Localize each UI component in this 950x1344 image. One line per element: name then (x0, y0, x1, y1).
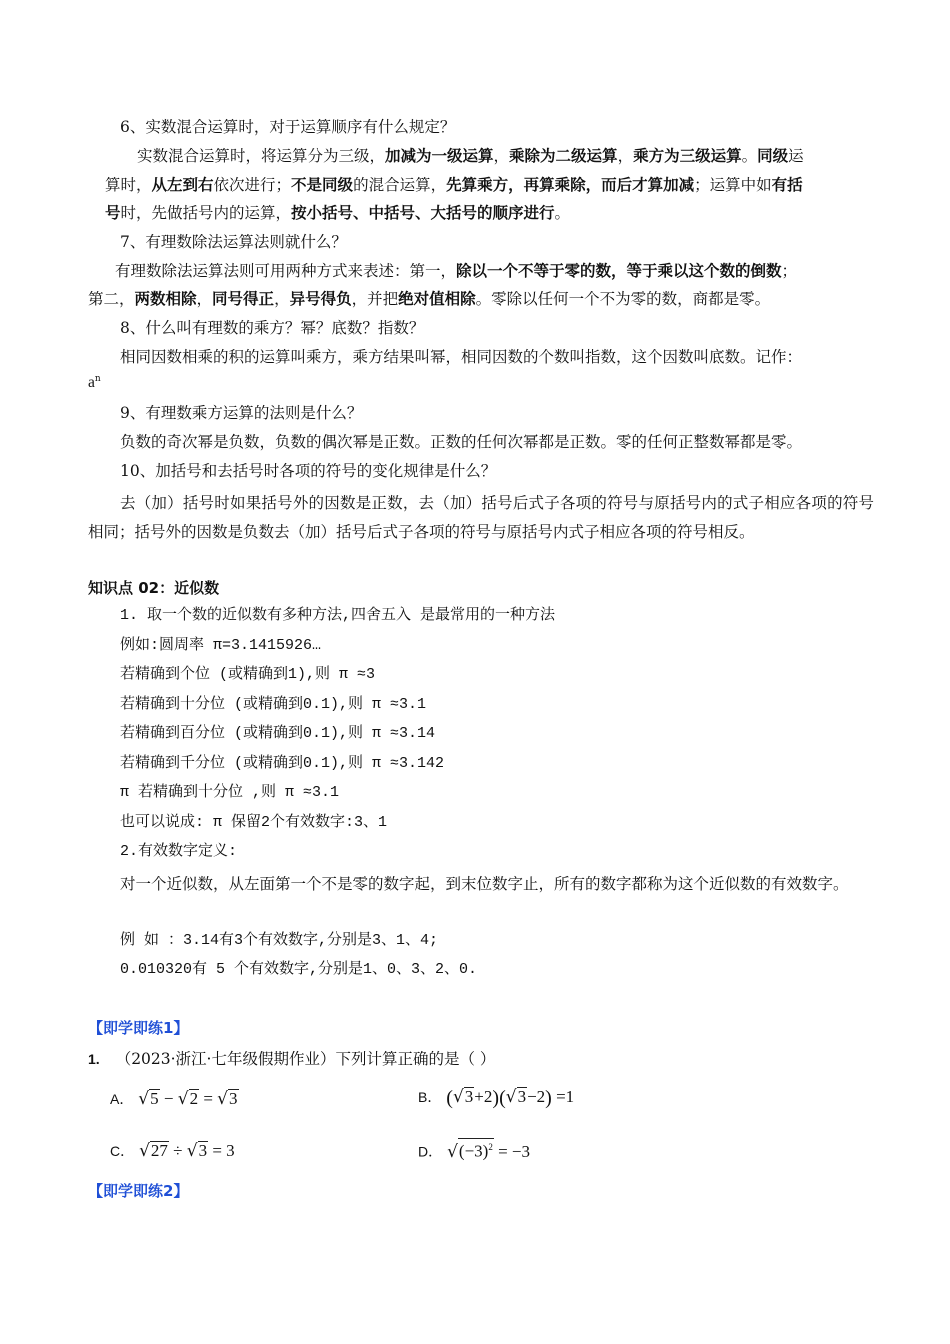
kp02-example1: 例 如 ：3.14有3个有效数字,分别是3、1、4; (120, 932, 439, 949)
option-b[interactable]: B． (√3+2)(√3−2) =1 (418, 1087, 575, 1109)
q8-answer: 相同因数相乘的积的运算叫乘方，乘方结果叫幂，相同因数的个数叫指数，这个因数叫底数。记作： $a^n$ (88, 348, 803, 392)
q8-question: 8、什么叫有理数的乘方？幂？底数？指数？ (120, 319, 425, 337)
kp02-line: 若精确到个位 (或精确到1),则 π ≈3 (120, 666, 376, 683)
kp02-example2: 0.010320有 5 个有效数字,分别是1、0、3、2、0. (120, 961, 478, 978)
kp02-line: π 若精确到十分位 ,则 π ≈3.1 (120, 784, 340, 801)
kp02-line: 也可以说成: π 保留2个有效数字:3、1 (120, 814, 388, 831)
option-c[interactable]: C． √27 ÷ √3 = 3 (110, 1141, 235, 1161)
kp02-title: 知识点 02：近似数 (88, 579, 220, 597)
q10-question: 10、加括号和去括号时各项的符号的变化规律是什么？ (120, 462, 497, 480)
q9-answer: 负数的奇次幂是负数，负数的偶次幂是正数。正数的任何次幂都是正数。零的任何正整数幂都是零。 (120, 433, 803, 451)
kp02-line: 1. 取一个数的近似数有多种方法,四舍五入 是最常用的一种方法 (120, 607, 556, 624)
kp02-line: 若精确到十分位 (或精确到0.1),则 π ≈3.1 (120, 696, 427, 713)
practice1-question: 1. （2023·浙江·七年级假期作业）下列计算正确的是（ ） (88, 1050, 496, 1068)
q9-question: 9、有理数乘方运算的法则是什么？ (120, 404, 363, 422)
kp02-line: 例如:圆周率 π=3.1415926… (120, 637, 322, 654)
q7-answer-line1: 有理数除法运算法则可用两种方式来表述：第一，除以一个不等于零的数，等于乘以这个数的倒数； (115, 261, 798, 280)
q6-answer-line3: 号时，先做括号内的运算，按小括号、中括号、大括号的顺序进行。 (105, 203, 571, 222)
practice1-title: 【即学即练1】 (88, 1019, 189, 1037)
q7-answer-line2: 第二，两数相除，同号得正，异号得负，并把绝对值相除。零除以任何一个不为零的数，商都是零。 (88, 289, 771, 308)
kp02-definition: 对一个近似数，从左面第一个不是零的数字起，到末位数字止，所有的数字都称为这个近似数的有效数字。 (120, 875, 849, 893)
q10-answer: 去（加）括号时如果括号外的因数是正数，去（加）括号后式子各项的符号与原括号内的式子相应各项的符号相同；括号外的因数是负数去（加）括号后式子各项的符号与原括号内式子相应各项的符号相反。 (88, 494, 874, 541)
practice2-title: 【即学即练2】 (88, 1182, 189, 1200)
option-a[interactable]: A． √5 − √2 = √3 (110, 1089, 238, 1109)
option-d[interactable]: D． $√(-3)^2 = -3$ (418, 1138, 530, 1163)
q6-question: 6、实数混合运算时，对于运算顺序有什么规定？ (120, 118, 456, 136)
kp02-line: 若精确到千分位 (或精确到0.1),则 π ≈3.142 (120, 755, 445, 772)
q6-answer-line1: 实数混合运算时，将运算分为三级，加减为一级运算，乘除为二级运算，乘方为三级运算。同级运 (137, 146, 804, 165)
kp02-line: 若精确到百分位 (或精确到0.1),则 π ≈3.14 (120, 725, 436, 742)
q6-answer-line2: 算时，从左到右依次进行；不是同级的混合运算，先算乘方，再算乘除，而后才算加减；运算中如有括 (105, 175, 803, 194)
q7-question: 7、有理数除法运算法则就什么？ (120, 233, 347, 251)
kp02-line: 2.有效数字定义: (120, 843, 238, 860)
